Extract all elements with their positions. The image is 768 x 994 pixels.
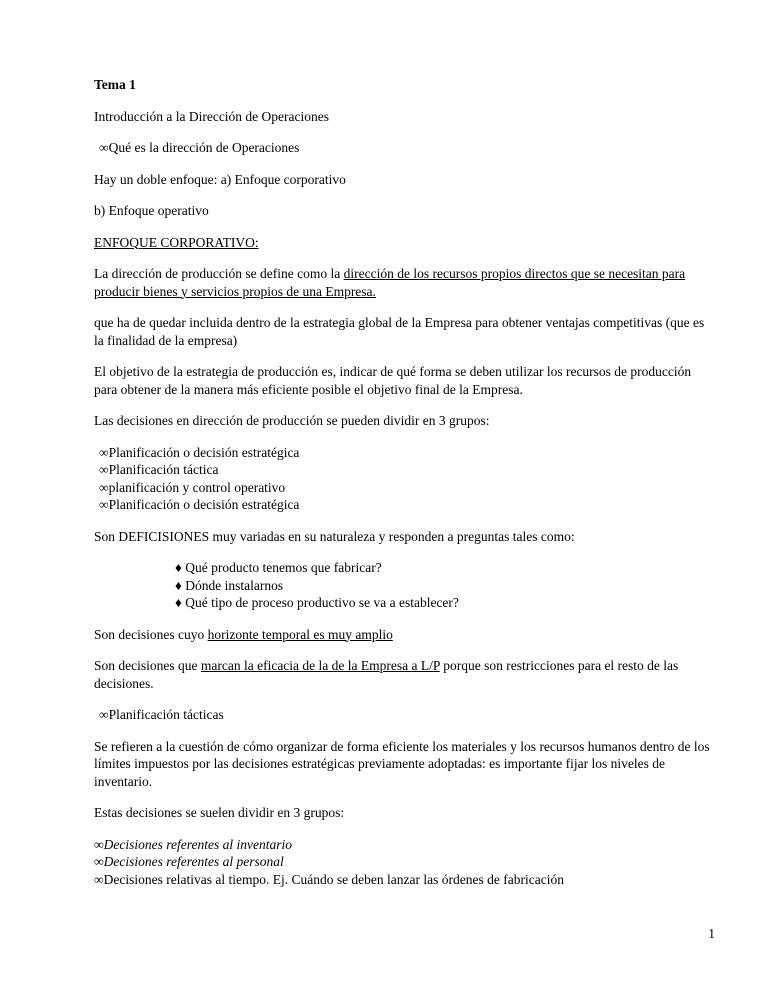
paragraph-eficacia	[94, 657, 717, 692]
list-item: ♦ Dónde instalarnos	[175, 577, 284, 593]
underlined-segment: horizonte temporal es muy amplio	[207, 626, 393, 642]
paragraph-doble-enfoque: Hay un doble enfoque: a) Enfoque corporativo	[94, 171, 346, 187]
paragraph-objetivo: El objetivo de la estrategia de producción es, indicar de qué forma se deben utilizar los recursos de producción para obtener de la manera más eficiente posible el objetivo final de la Empresa.	[94, 364, 692, 397]
text-segment: Son decisiones que	[94, 658, 201, 673]
paragraph-planificacion-tacticas: ∞Planificación tácticas	[99, 707, 224, 722]
list-item: ♦ Qué producto tenemos que fabricar?	[175, 560, 382, 575]
text-segment: Son decisiones cuyo	[94, 626, 208, 642]
document-page	[94, 76, 717, 902]
paragraph-definicion	[94, 265, 717, 300]
page-number: 1	[708, 926, 715, 941]
paragraph-deficisiones: Son DEFICISIONES muy variadas en su naturaleza y responden a preguntas tales como:	[94, 528, 575, 544]
list-item: ∞Planificación o decisión estratégica	[99, 444, 300, 460]
list-item: ∞Planificación táctica	[99, 462, 219, 477]
list-item: ∞Decisiones relativas al tiempo. Ej. Cuándo se deben lanzar las órdenes de fabricación	[94, 871, 564, 887]
heading-enfoque-corporativo: ENFOQUE CORPORATIVO:	[94, 234, 259, 250]
paragraph-intro: Introducción a la Dirección de Operaciones	[94, 108, 330, 124]
list-item: ∞Decisiones referentes al personal	[94, 854, 284, 869]
underlined-segment: marcan la eficacia de la de la Empresa a L/P	[200, 658, 440, 673]
list-preguntas	[94, 559, 717, 612]
paragraph-enfoque-operativo: b) Enfoque operativo	[94, 203, 209, 218]
paragraph-estas-decisiones: Estas decisiones se suelen dividir en 3 grupos:	[94, 805, 345, 820]
paragraph-decisiones-grupos: Las decisiones en dirección de producción se pueden dividir en 3 grupos:	[94, 413, 490, 428]
paragraph-estrategia-global: que ha de quedar incluida dentro de la estrategia global de la Empresa para obtener ventajas competitivas (que es la finalidad de la empresa)	[94, 315, 705, 348]
text-segment: La dirección de producción se define como la	[94, 266, 344, 281]
doc-title: Tema 1	[94, 77, 136, 92]
underlined-segment: dirección de los recursos propios directos que se necesitan para producir bienes y servicios propios de una Empresa.	[94, 266, 686, 299]
list-item: ∞Planificación o decisión estratégica	[99, 497, 300, 512]
list-item: ♦ Qué tipo de proceso productivo se va a establecer?	[175, 595, 459, 610]
list-planificacion	[94, 444, 717, 514]
text-segment: porque son restricciones para el resto de las decisiones.	[94, 658, 679, 691]
list-decisiones	[94, 836, 717, 889]
list-item: ∞planificación y control operativo	[99, 479, 286, 495]
paragraph-que-es: ∞Qué es la dirección de Operaciones	[99, 140, 300, 155]
list-item: ∞Decisiones referentes al inventario	[94, 836, 292, 852]
paragraph-se-refieren: Se refieren a la cuestión de cómo organizar de forma eficiente los materiales y los recursos humanos dentro de los límites impuestos por las decisiones estratégicas previamente adoptadas: es importante fijar los niveles de inventario.	[94, 738, 710, 789]
paragraph-horizonte	[94, 626, 717, 644]
